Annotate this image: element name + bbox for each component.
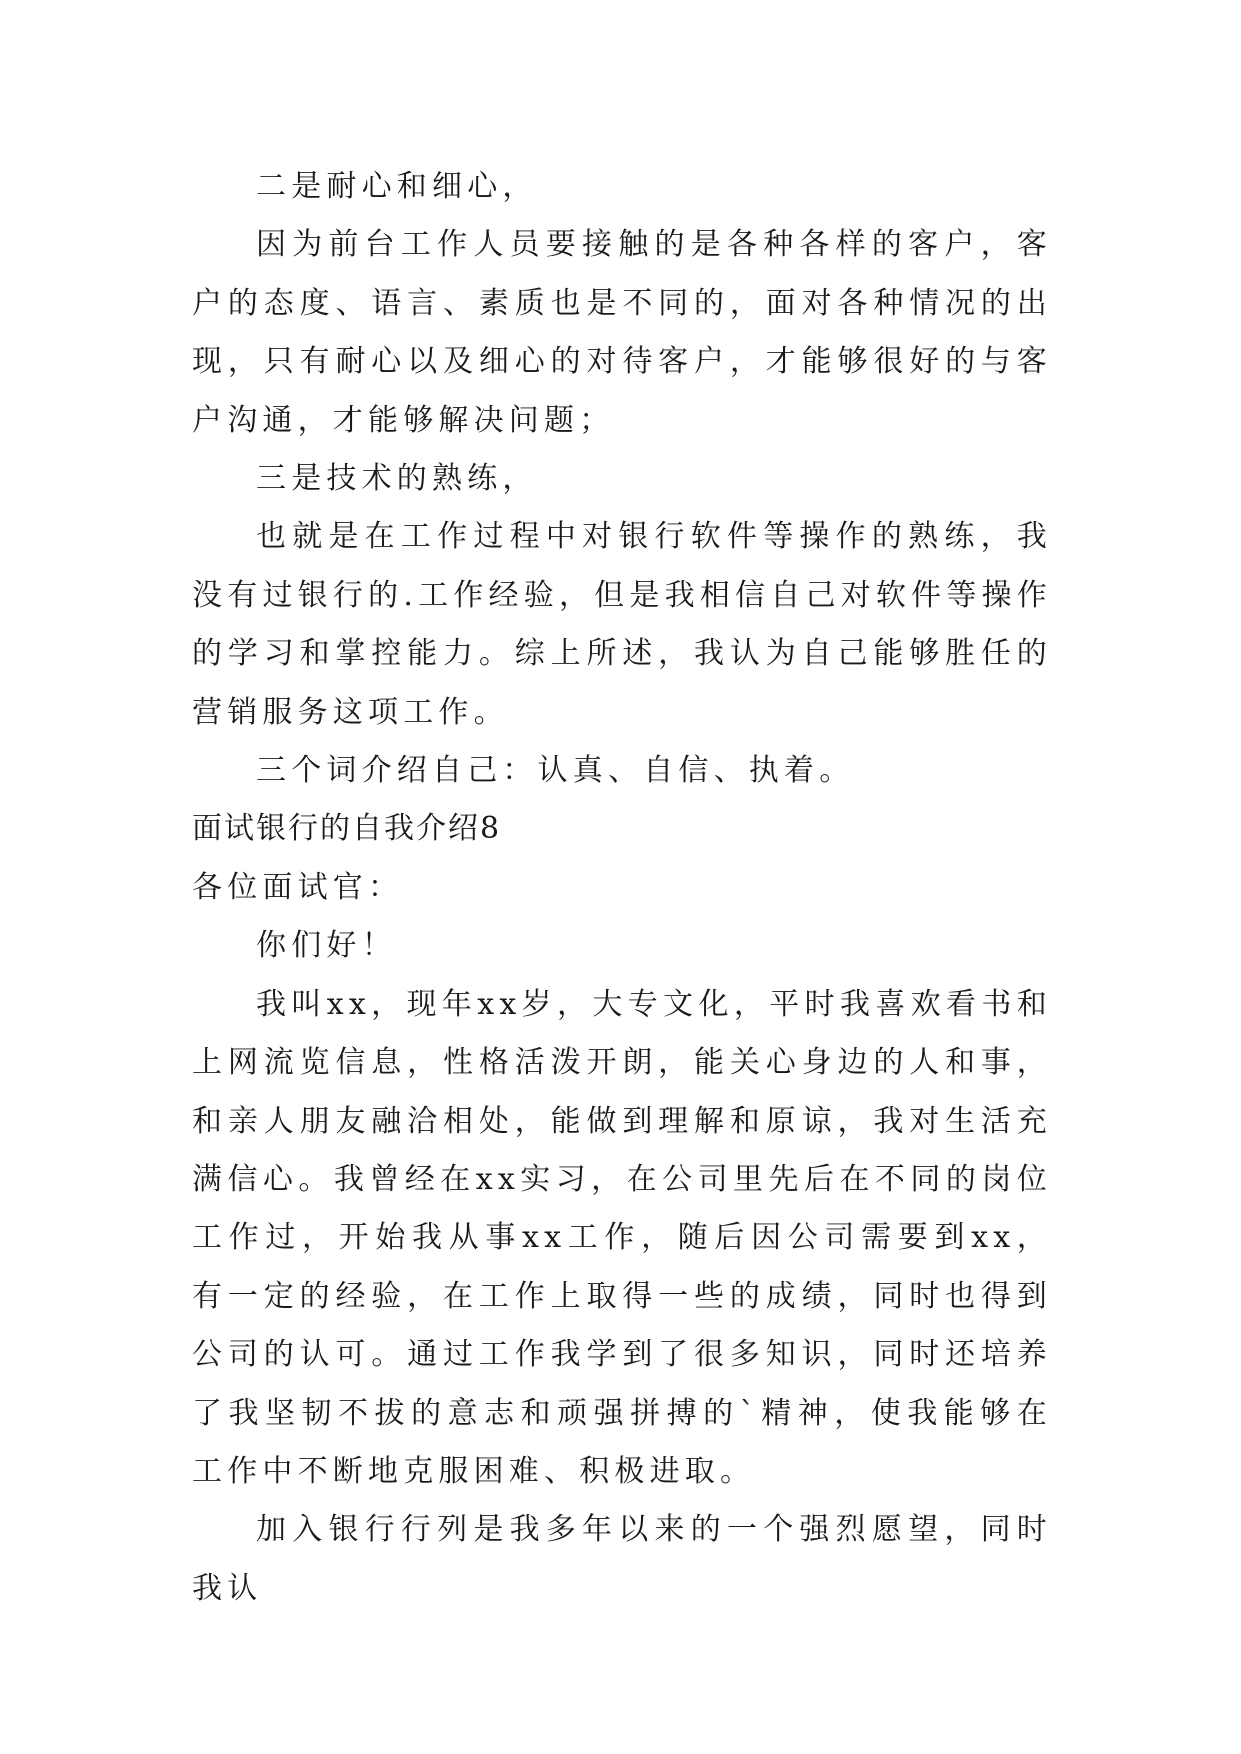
paragraph-patience-heading: 二是耐心和细心， [256, 169, 538, 204]
paragraph-self-intro: 我叫xx，现年xx岁，大专文化，平时我喜欢看书和上网流览信息，性格活泼开朗，能关心身边的人和事，和亲人朋友融洽相处，能做到理解和原谅，我对生活充满信心。我曾经在xx实习，在公司里先后在不同的岗位工作过，开始我从事xx工作，随后因公司需要到xx，有一定的经验，在工作上取得一些的成绩，同时也得到公司的认可。通过工作我学到了很多知识，同时还培养了我坚韧不拔的意志和顽强拼搏的`精神，使我能够在工作中不断地克服困难、积极进取。 [192, 986, 1052, 1489]
greeting: 你们好！ [256, 928, 397, 964]
salutation: 各位面试官： [192, 869, 404, 905]
paragraph-bank-aspiration: 加入银行行列是我多年以来的一个强烈愿望，同时我认 [192, 1512, 1052, 1606]
paragraph-patience-body: 因为前台工作人员要接触的是各种各样的客户，客户的态度、语言、素质也是不同的，面对各种情况的出现，只有耐心以及细心的对待客户，才能够很好的与客户沟通，才能够解决问题； [192, 227, 1052, 438]
paragraph-skill-heading: 三是技术的熟练， [256, 461, 538, 497]
paragraph-three-words: 三个词介绍自己：认真、自信、执着。 [256, 753, 855, 789]
section-title: 面试银行的自我介绍8 [192, 811, 502, 847]
paragraph-skill-body: 也就是在工作过程中对银行软件等操作的熟练，我没有过银行的.工作经验，但是我相信自己对软件等操作的学习和掌控能力。综上所述，我认为自己能够胜任的营销服务这项工作。 [192, 519, 1052, 730]
document-body [192, 158, 1052, 1618]
